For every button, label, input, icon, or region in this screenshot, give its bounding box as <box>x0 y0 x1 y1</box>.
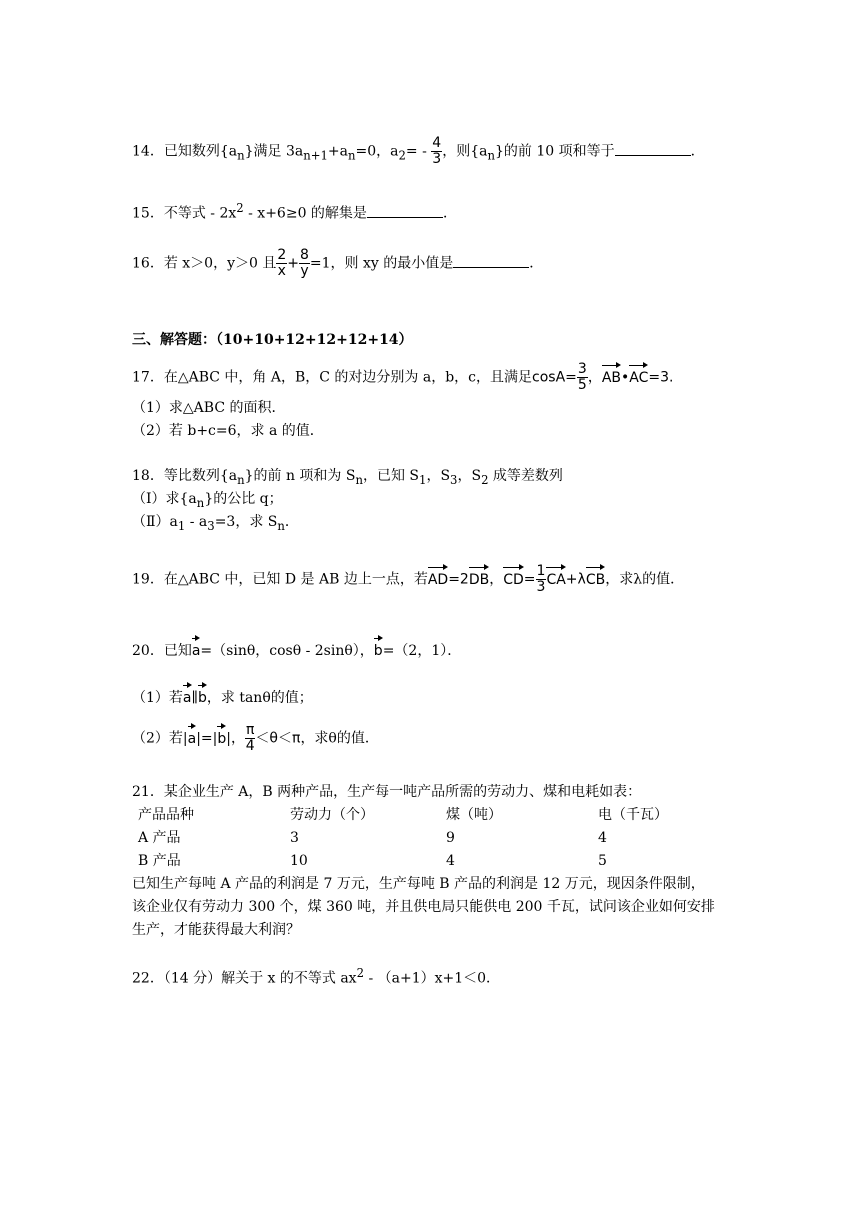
q22-text: - （a+1）x+1＜0． <box>364 970 501 987</box>
q19-text: 19．在△ABC 中，已知 D 是 AB 边上一点，若 <box>132 571 428 588</box>
numerator: π <box>246 722 255 738</box>
fraction-2-x <box>276 248 287 279</box>
vector-ac: AC <box>629 363 648 388</box>
question-20 <box>132 636 461 661</box>
subscript: n <box>355 472 363 487</box>
subscript: n+1 <box>303 148 328 163</box>
denominator: x <box>277 263 286 279</box>
period: ． <box>690 143 705 160</box>
table-cell: B 产品 <box>138 853 181 869</box>
q14-text: +a <box>327 143 348 160</box>
vector-b: b <box>198 683 207 708</box>
dot-product: • <box>621 369 630 386</box>
q18-text: - a <box>185 514 208 530</box>
subscript: 1 <box>177 518 186 533</box>
denominator: 3 <box>536 579 546 595</box>
q14-text: 14．已知数列{a <box>132 143 238 160</box>
subscript: n <box>196 495 205 510</box>
subscript: n <box>237 148 245 163</box>
q17-part2: （2）若 b+c=6，求 a 的值． <box>132 423 324 439</box>
question-15 <box>132 198 457 224</box>
q21-paragraph: 该企业仅有劳动力 300 个，煤 360 吨，并且供电局只能供电 200 千瓦，试问该企业如何安排 <box>132 899 715 915</box>
fraction-8-y <box>299 248 310 279</box>
q20-text: 20．已知 <box>132 643 192 659</box>
numerator: 3 <box>577 361 587 377</box>
q18-text: }的前 n 项和为 S <box>244 468 356 484</box>
q18-text: ． <box>284 514 299 530</box>
q20-part1 <box>132 683 313 708</box>
numerator: 4 <box>432 135 442 151</box>
q17-part1: （1）求△ABC 的面积． <box>132 400 286 416</box>
subscript: 2 <box>481 472 489 487</box>
lambda-term: +λ <box>565 571 586 588</box>
question-19 <box>132 564 684 595</box>
q20-text: =（sinθ，cosθ - 2sinθ）， <box>200 643 374 659</box>
table-header-product: 产品品种 <box>138 807 194 823</box>
subscript: 3 <box>450 472 458 487</box>
q14-text: }满足 3a <box>244 143 304 160</box>
table-cell: 9 <box>446 830 455 846</box>
q20-text: ，求 tanθ的值； <box>206 690 313 706</box>
q14-text: ，则{a <box>442 143 488 160</box>
q17-text: 17．在△ABC 中，角 A，B，C 的对边分别为 a，b，c，且满足 <box>132 369 533 386</box>
superscript: 2 <box>356 966 364 980</box>
q15-text: 15．不等式 - 2x <box>132 205 237 222</box>
denominator: y <box>300 263 309 279</box>
q19-text: ，求λ的值． <box>605 571 685 588</box>
q20-text: （1）若 <box>132 690 183 706</box>
table-header-labor: 劳动力（个） <box>290 807 374 823</box>
vector-b: b <box>217 724 226 749</box>
q19-text: =2 <box>448 571 469 588</box>
question-16 <box>132 248 543 279</box>
vector-ca: CA <box>546 565 565 590</box>
q21-paragraph: 生产，才能获得最大利润？ <box>132 922 300 938</box>
q17-text: =3. <box>648 369 674 386</box>
comma: ， <box>489 571 504 588</box>
table-cell: 3 <box>290 830 299 846</box>
answer-blank[interactable] <box>367 203 443 218</box>
table-cell: 10 <box>290 853 308 869</box>
section-heading: 三、解答题：（10+10+12+12+12+14） <box>132 332 413 348</box>
vector-a: a <box>188 724 197 749</box>
vector-cd: CD <box>503 565 524 590</box>
q18-text: （Ⅰ）求{a <box>132 491 197 507</box>
q20-text: （2）若| <box>132 730 188 747</box>
subscript: n <box>348 148 356 163</box>
q16-text: =1，则 xy 的最小值是 <box>309 255 454 272</box>
period: ． <box>442 205 457 222</box>
comma: ， <box>587 369 602 386</box>
fraction-1-3 <box>536 564 547 595</box>
subscript: n <box>277 518 285 533</box>
vector-a: a <box>192 636 201 661</box>
parallel-sign: ∥ <box>191 690 198 706</box>
q20-text: =（2，1）． <box>382 643 462 659</box>
q14-text: = - <box>405 143 432 160</box>
subscript: n <box>487 148 495 163</box>
equals: = <box>523 571 536 588</box>
question-17 <box>132 362 673 393</box>
q22-text: 22．（14 分）解关于 x 的不等式 ax <box>132 970 357 987</box>
q14-text: =0，a <box>355 143 399 160</box>
q18-text: ，S <box>457 468 482 484</box>
subscript: 3 <box>207 518 215 533</box>
numerator: 2 <box>277 247 287 263</box>
q21-paragraph: 已知生产每吨 A 产品的利润是 7 万元，生产每吨 B 产品的利润是 12 万元，现因条件限制， <box>132 876 705 892</box>
answer-blank[interactable] <box>615 141 691 156</box>
q18-text: ，已知 S <box>362 468 420 484</box>
fraction-4-3 <box>431 136 442 167</box>
table-cell: 5 <box>598 853 607 869</box>
fraction-pi-4 <box>245 723 255 754</box>
q20-text: |=| <box>196 730 218 747</box>
table-cell: 4 <box>446 853 455 869</box>
q18-text: ，S <box>426 468 451 484</box>
q18-part1 <box>132 489 283 513</box>
denominator: 3 <box>432 151 442 167</box>
answer-blank[interactable] <box>453 253 529 268</box>
q20-text: ，求θ的值． <box>300 730 379 747</box>
q20-text: |， <box>226 730 245 747</box>
q18-text: =3，求 S <box>214 514 278 530</box>
numerator: 8 <box>300 247 309 263</box>
q18-text: 18．等比数列{a <box>132 468 238 484</box>
subscript: n <box>237 472 245 487</box>
question-21: 21．某企业生产 A，B 两种产品，生产每一吨产品所需的劳动力、煤和电耗如表： <box>132 784 642 800</box>
vector-a: a <box>183 683 192 708</box>
denominator: 5 <box>577 377 587 393</box>
vector-ad: AD <box>428 565 448 590</box>
q18-text: 成等差数列 <box>488 468 563 484</box>
subscript: 2 <box>398 148 406 163</box>
inequality: ＜θ＜π <box>255 730 301 747</box>
vector-cb: CB <box>586 565 605 590</box>
subscript: 1 <box>419 472 427 487</box>
q14-text: }的前 10 项和等于 <box>495 143 615 160</box>
table-header-coal: 煤（吨） <box>446 807 502 823</box>
table-cell: A 产品 <box>138 830 181 846</box>
q15-text: - x+6≥0 的解集是 <box>243 205 367 222</box>
q16-text: 16．若 x＞0，y＞0 且 <box>132 255 277 272</box>
q18-text: }的公比 q； <box>204 491 283 507</box>
question-18 <box>132 466 563 490</box>
table-cell: 4 <box>598 830 607 846</box>
fraction-3-5 <box>577 362 588 393</box>
numerator: 1 <box>536 563 546 579</box>
vector-db: DB <box>469 565 489 590</box>
period: ． <box>529 255 544 272</box>
superscript: 2 <box>236 201 244 215</box>
q20-part2 <box>132 723 379 754</box>
vector-b: b <box>374 636 383 661</box>
denominator: 4 <box>245 738 255 754</box>
q18-part2 <box>132 512 299 536</box>
vector-ab: AB <box>602 363 621 388</box>
plus-sign: + <box>287 255 299 272</box>
cos-a: cosA= <box>532 369 577 386</box>
question-22 <box>132 963 500 989</box>
question-14 <box>132 136 705 167</box>
table-header-power: 电（千瓦） <box>598 807 668 823</box>
q18-text: （Ⅱ）a <box>132 514 178 530</box>
